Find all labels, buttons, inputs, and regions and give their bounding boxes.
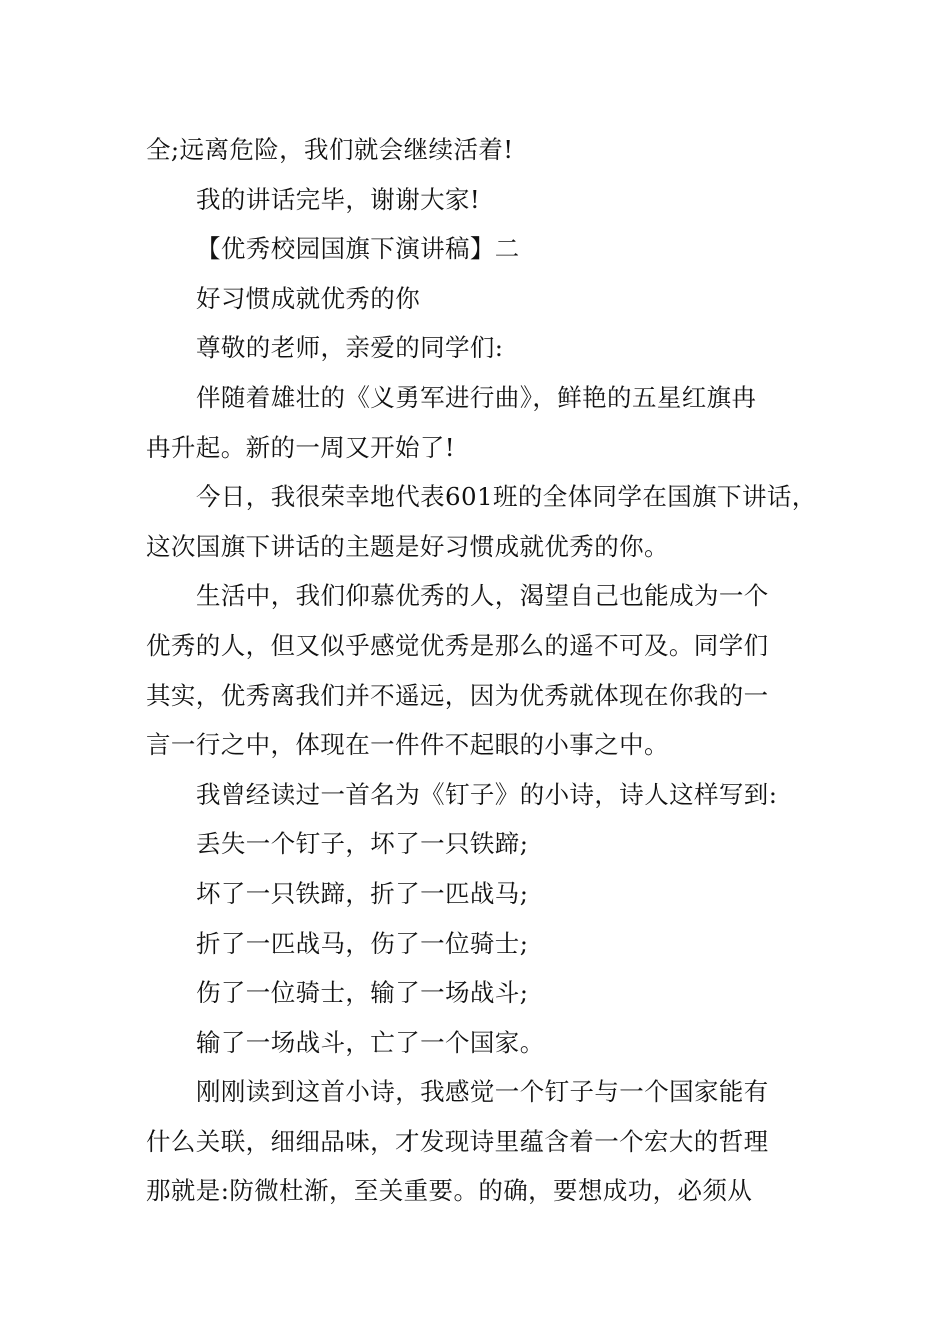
text-line: 那就是:防微杜渐，至关重要。的确，要想成功，必须从	[146, 1176, 753, 1206]
text-line: 全;远离危险，我们就会继续活着!	[146, 135, 514, 164]
text-line: 言一行之中，体现在一件件不起眼的小事之中。	[146, 730, 669, 760]
speech-title: 好习惯成就优秀的你	[196, 283, 421, 313]
text-line: 刚刚读到这首小诗，我感觉一个钉子与一个国家能有	[196, 1077, 769, 1107]
text-line: 优秀的人，但又似乎感觉优秀是那么的遥不可及。同学们	[146, 630, 769, 660]
text-line: 什么关联，细细品味，才发现诗里蕴含着一个宏大的哲理	[146, 1126, 769, 1156]
poem-line: 丢失一个钉子，坏了一只铁蹄;	[196, 829, 529, 859]
poem-line: 输了一场战斗，亡了一个国家。	[196, 1027, 545, 1057]
poem-line: 伤了一位骑士，输了一场战斗;	[196, 978, 529, 1008]
salutation: 尊敬的老师，亲爱的同学们:	[196, 333, 504, 363]
section-heading: 【优秀校园国旗下演讲稿】二	[196, 234, 520, 264]
text-line: 这次国旗下讲话的主题是好习惯成就优秀的你。	[146, 531, 669, 561]
text-line: 我曾经读过一首名为《钉子》的小诗，诗人这样写到:	[196, 779, 778, 809]
text-line: 今日，我很荣幸地代表601班的全体同学在国旗下讲话，	[196, 482, 817, 512]
text-line: 我的讲话完毕，谢谢大家!	[196, 184, 481, 214]
poem-line: 坏了一只铁蹄，折了一匹战马;	[196, 878, 529, 908]
text-line: 其实，优秀离我们并不遥远，因为优秀就体现在你我的一	[146, 680, 769, 710]
poem-line: 折了一匹战马，伤了一位骑士;	[196, 928, 529, 958]
text-line: 生活中，我们仰慕优秀的人，渴望自己也能成为一个	[196, 581, 769, 611]
text-line: 冉升起。新的一周又开始了!	[146, 432, 456, 462]
document-body	[146, 125, 817, 1216]
text-line: 伴随着雄壮的《义勇军进行曲》，鲜艳的五星红旗冉	[196, 382, 757, 412]
